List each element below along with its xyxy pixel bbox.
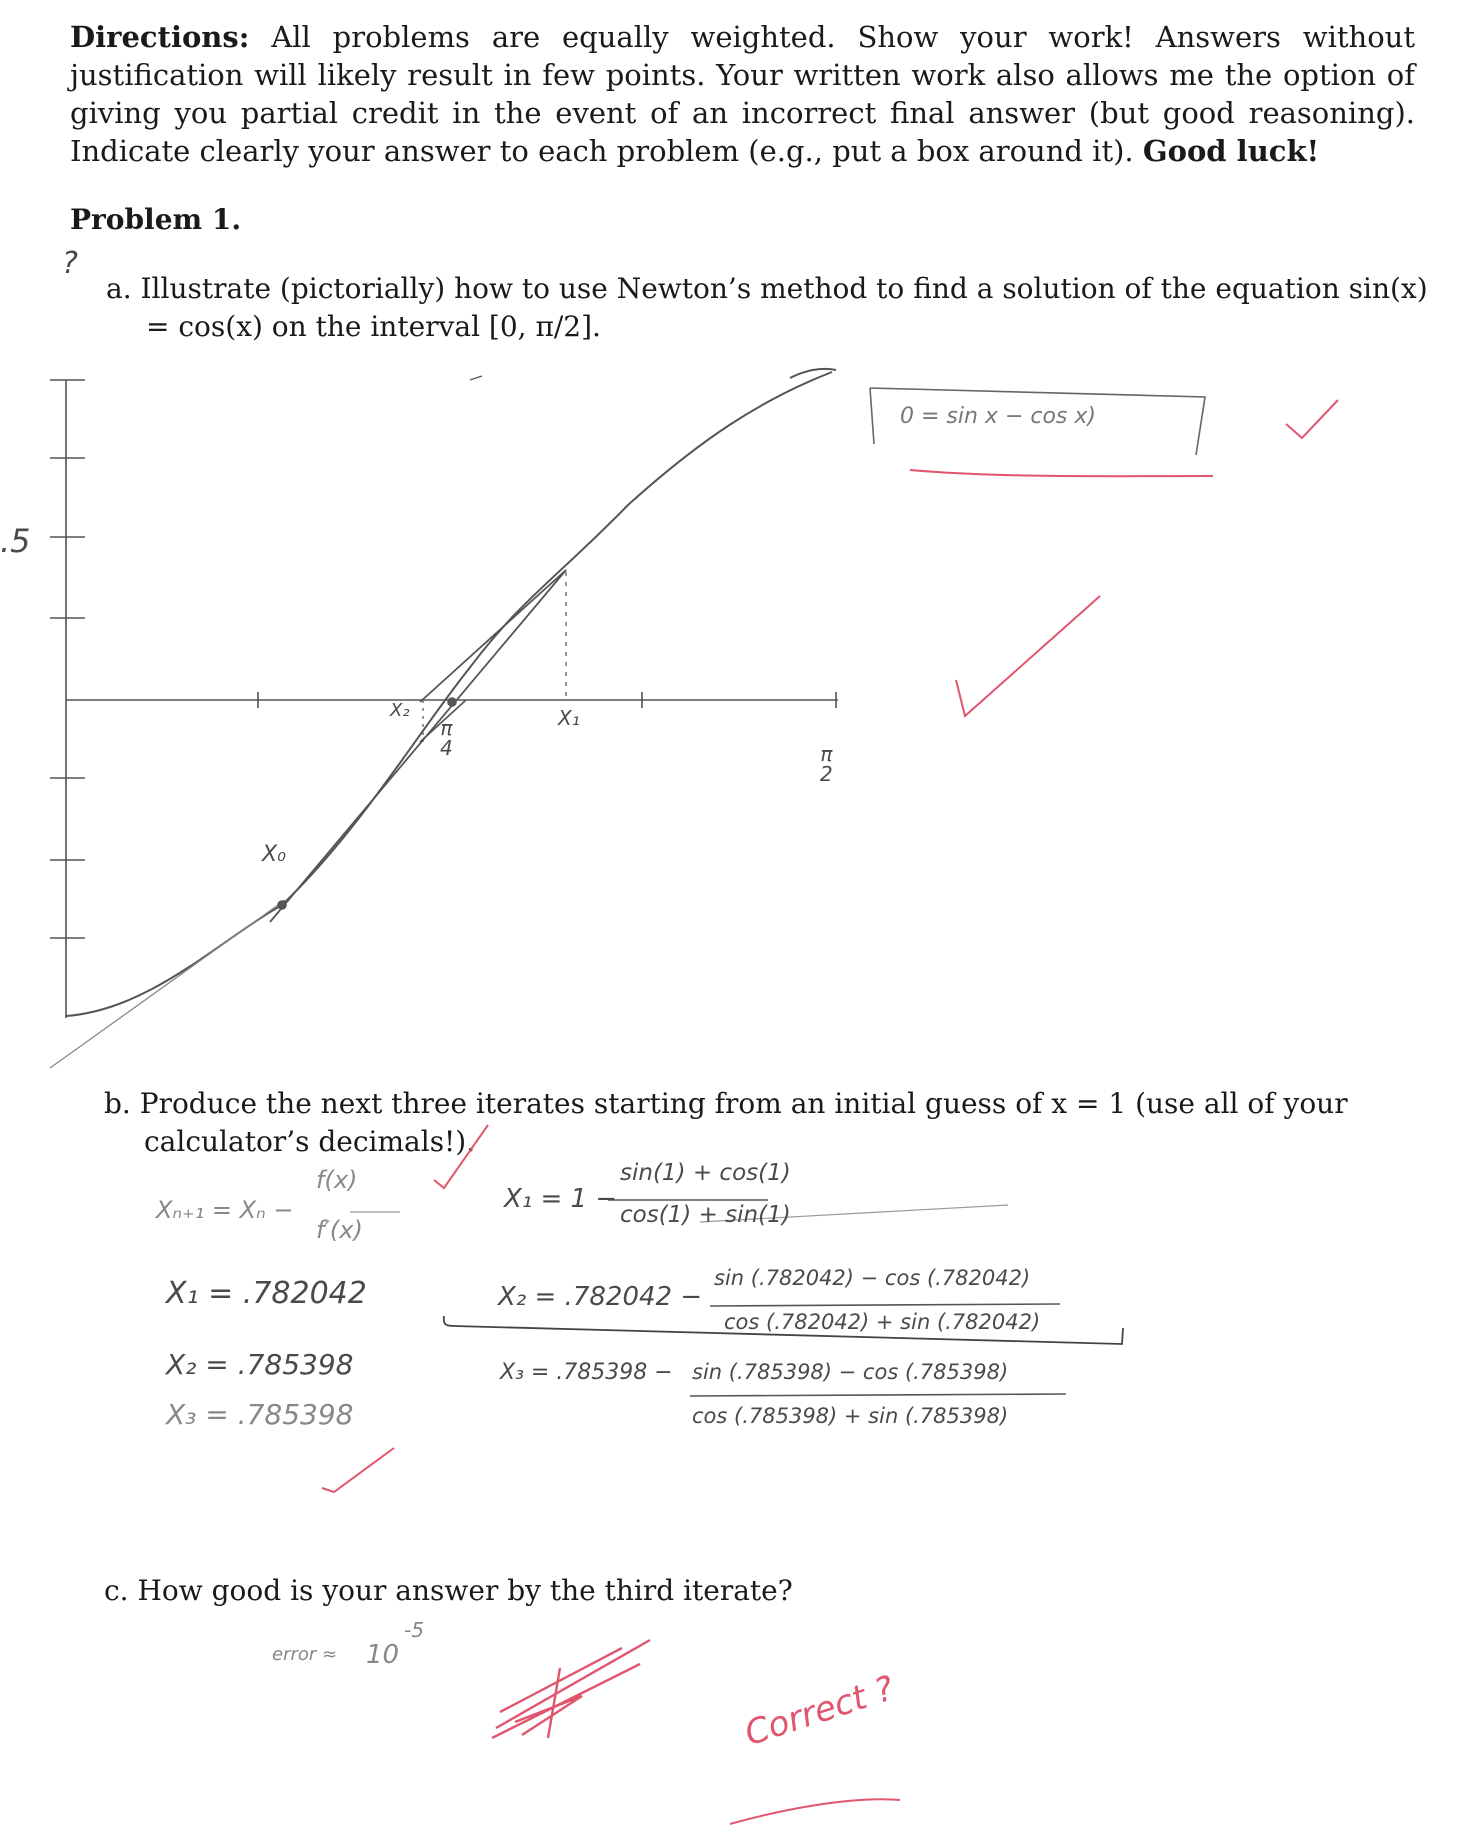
x3-answer: X₃ = .785398 xyxy=(166,1398,354,1431)
label-x2: X₂ xyxy=(390,700,410,721)
boxed-equation: 0 = sin x − cos x) xyxy=(900,404,1096,429)
error-label: error ≈ xyxy=(272,1644,338,1665)
x2-work-denominator: cos (.782042) + sin (.782042) xyxy=(724,1310,1041,1334)
error-exponent: -5 xyxy=(404,1618,424,1642)
fraction-bar xyxy=(690,1394,1066,1396)
grader-note: Correct ? xyxy=(740,1668,900,1755)
x1-work-numerator: sin(1) + cos(1) xyxy=(620,1160,791,1186)
label-pi-over-2 xyxy=(820,744,833,784)
tangent-x1 xyxy=(270,570,566,922)
x3-work-numerator: sin (.785398) − cos (.785398) xyxy=(692,1360,1009,1384)
label-pi-over-4 xyxy=(440,718,453,758)
newton-formula-lhs: Xₙ₊₁ = Xₙ − xyxy=(156,1196,294,1224)
underline-red xyxy=(910,470,1213,476)
x2-work-lhs: X₂ = .782042 − xyxy=(498,1282,703,1312)
tangent-line-2 xyxy=(420,570,566,702)
check-mark xyxy=(322,1448,394,1492)
margin-question-mark: ? xyxy=(62,246,78,281)
tangent-x0 xyxy=(50,900,285,1068)
check-mark xyxy=(1286,400,1338,438)
function-curve xyxy=(66,372,832,1016)
x2-answer: X₂ = .785398 xyxy=(166,1348,354,1381)
point-root xyxy=(448,698,456,706)
x3-work-lhs: X₃ = .785398 − xyxy=(500,1360,673,1385)
label-x1: X₁ xyxy=(558,706,580,730)
pi4-denominator: 4 xyxy=(440,736,453,760)
part-a-question: a. Illustrate (pictorially) how to use Newton’s method to find a solution of the equation sin(x) = cos(x) on the interval [0, π/2]. xyxy=(106,272,1428,343)
pi2-denominator: 2 xyxy=(820,762,833,786)
fraction-bar xyxy=(710,1304,1060,1306)
directions-text: All problems are equally weighted. Show your work! Answers without justification will likely result in few points. Your written work also allows me the option of giving you partial credit in the event of an incorrect final answer (but good reasoning). Indicate clearly your answer to each problem (e.g., put a box around it). xyxy=(70,20,1415,168)
problem-title: Problem 1. xyxy=(70,203,242,236)
x1-work-denominator: cos(1) + sin(1) xyxy=(620,1202,791,1228)
x2-work-numerator: sin (.782042) − cos (.782042) xyxy=(714,1266,1031,1290)
check-mark xyxy=(956,596,1100,716)
part-b-question: b. Produce the next three iterates starting from an initial guess of x = 1 (use all of your calculator’s decimals!). xyxy=(104,1087,1348,1158)
pi2-numerator: π xyxy=(820,742,833,766)
pi4-numerator: π xyxy=(440,716,453,740)
error-value: 10 xyxy=(366,1640,400,1670)
part-c-question: c. How good is your answer by the third iterate? xyxy=(104,1574,793,1607)
y-axis-label: .5 xyxy=(0,522,31,560)
good-luck-text: Good luck! xyxy=(1142,134,1320,168)
scribble-mark xyxy=(492,1640,650,1738)
x3-work-denominator: cos (.785398) + sin (.785398) xyxy=(692,1404,1009,1428)
point-x0 xyxy=(278,901,286,909)
x1-answer: X₁ = .782042 xyxy=(166,1276,367,1311)
newton-formula-num: f(x) xyxy=(316,1166,358,1194)
directions-label: Directions: xyxy=(70,20,250,54)
x1-work-lhs: X₁ = 1 − xyxy=(504,1184,618,1214)
newton-formula-den: f′(x) xyxy=(316,1216,363,1244)
label-x0: X₀ xyxy=(262,842,286,867)
underline-red xyxy=(730,1799,900,1824)
check-mark xyxy=(434,1125,488,1188)
